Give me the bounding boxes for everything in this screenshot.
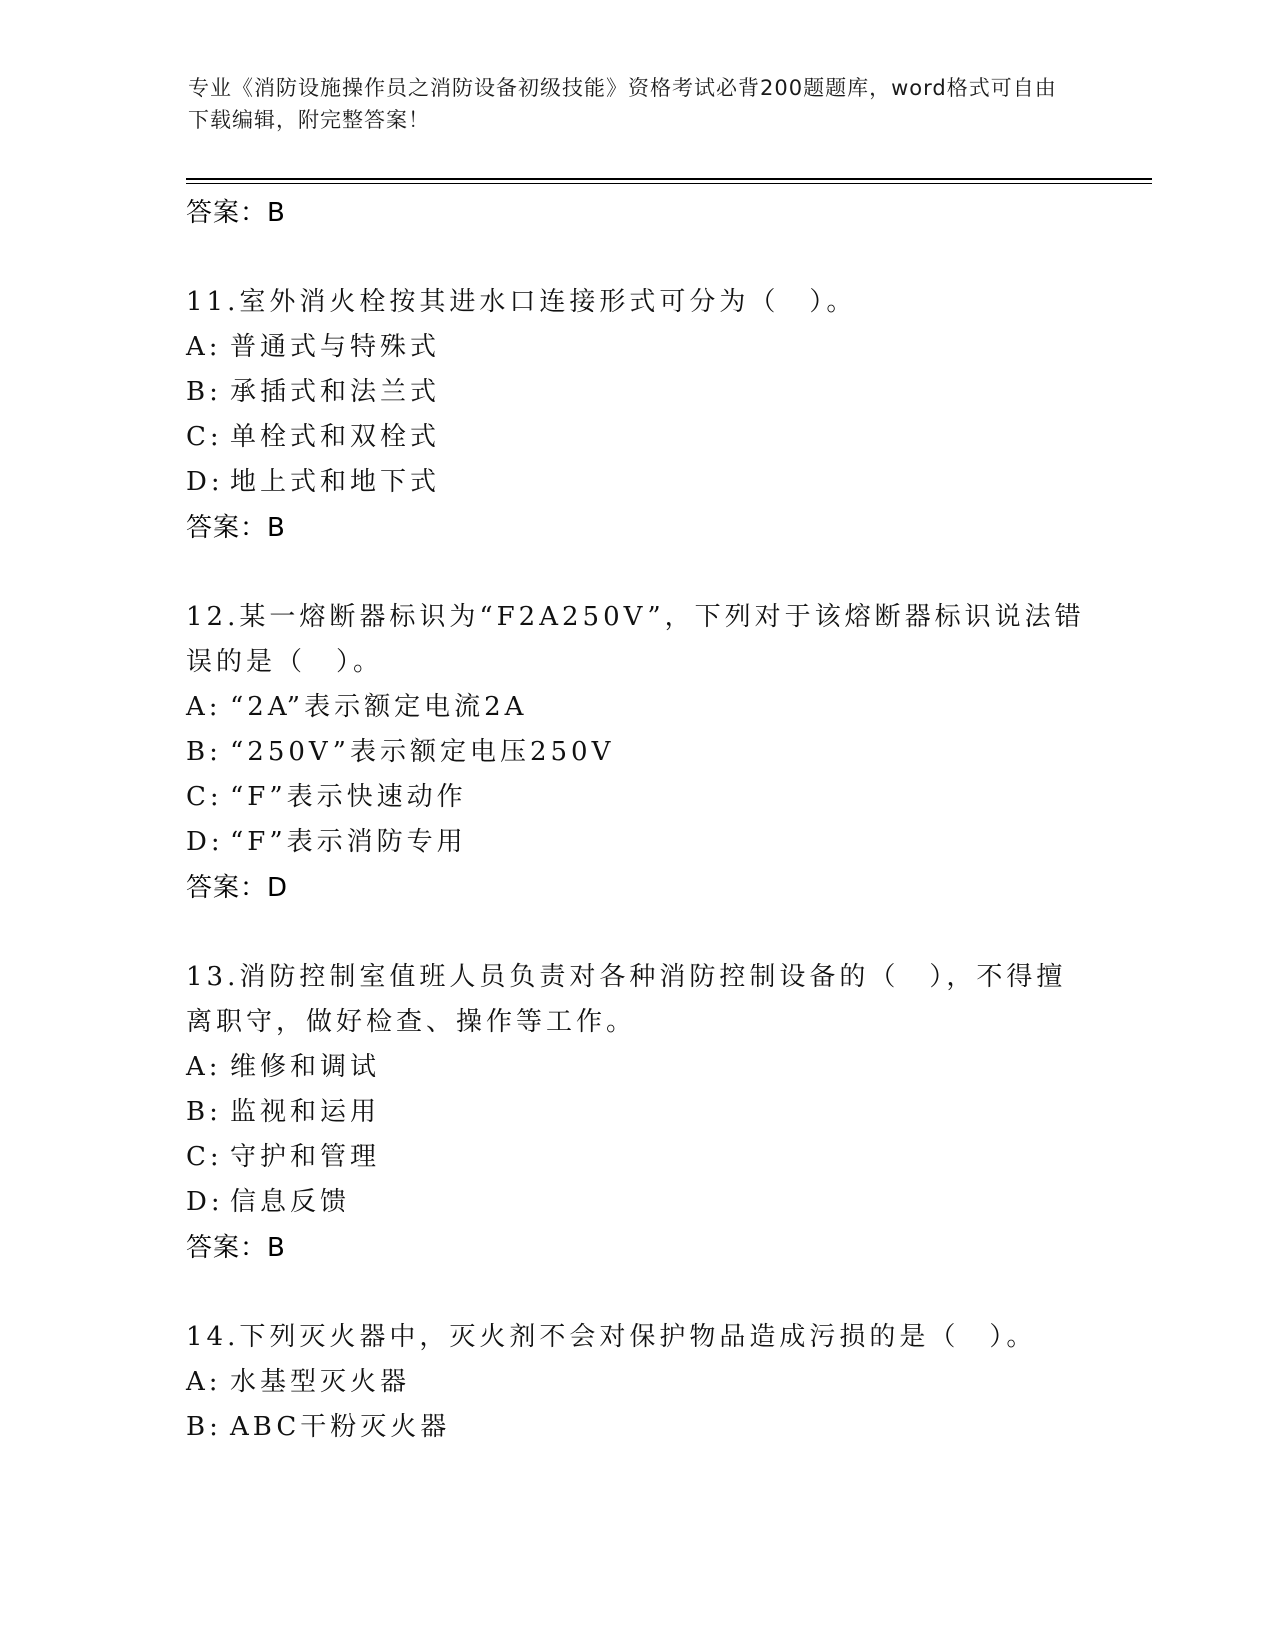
- header-divider-thick: [186, 178, 1152, 180]
- option-text: 信息反馈: [230, 1187, 351, 1217]
- header-divider-thin: [186, 183, 1152, 184]
- option-text: 守护和管理: [230, 1142, 381, 1172]
- question-12: [186, 595, 1086, 911]
- question-stem: 13.消防控制室值班人员负责对各种消防控制设备的（ ），不得擅离职守，做好检查、操作等工作。: [186, 962, 1067, 1037]
- option-text: 监视和运用: [230, 1097, 381, 1127]
- option-text: “2A”表示额定电流2A: [230, 692, 528, 722]
- option-text: 地上式和地下式: [230, 467, 441, 497]
- option-key: C:: [186, 1142, 223, 1172]
- question-11: [186, 280, 1086, 551]
- option-c: [186, 775, 1086, 820]
- option-text: 维修和调试: [230, 1052, 381, 1082]
- option-b: [186, 1405, 1086, 1450]
- header-text: 专业《消防设施操作员之消防设备初级技能》资格考试必背200题题库，word格式可自由下载编辑，附完整答案！: [188, 76, 1057, 132]
- question-14: [186, 1315, 1086, 1450]
- option-b: [186, 1090, 1086, 1135]
- option-text: “F”表示消防专用: [230, 827, 467, 857]
- previous-answer: 答案：B: [186, 198, 286, 228]
- option-text: 承插式和法兰式: [230, 377, 441, 407]
- option-key: A:: [186, 332, 222, 362]
- option-text: 单栓式和双栓式: [230, 422, 441, 452]
- question-stem: 11.室外消火栓按其进水口连接形式可分为（ ）。: [186, 287, 857, 317]
- question-stem: 12.某一熔断器标识为“F2A250V”，下列对于该熔断器标识说法错误的是（ ）。: [186, 602, 1085, 677]
- option-text: “F”表示快速动作: [230, 782, 467, 812]
- option-key: A:: [186, 1367, 222, 1397]
- option-key: B:: [186, 377, 222, 407]
- question-list: [186, 190, 1086, 1450]
- answer: 答案：B: [186, 513, 286, 543]
- answer: 答案：B: [186, 1233, 286, 1263]
- option-d: [186, 460, 1086, 505]
- option-key: D:: [186, 1187, 224, 1217]
- option-d: [186, 1180, 1086, 1225]
- option-c: [186, 415, 1086, 460]
- option-key: C:: [186, 782, 223, 812]
- option-c: [186, 1135, 1086, 1180]
- option-key: B:: [186, 1097, 222, 1127]
- option-key: A:: [186, 692, 222, 722]
- option-key: D:: [186, 467, 224, 497]
- option-a: [186, 685, 1086, 730]
- option-key: C:: [186, 422, 223, 452]
- option-a: [186, 1045, 1086, 1090]
- answer: 答案：D: [186, 873, 289, 903]
- option-key: D:: [186, 827, 224, 857]
- option-text: ABC干粉灭火器: [230, 1412, 451, 1442]
- option-text: 水基型灭火器: [230, 1367, 411, 1397]
- question-stem: 14.下列灭火器中，灭火剂不会对保护物品造成污损的是（ ）。: [186, 1322, 1037, 1352]
- option-a: [186, 1360, 1086, 1405]
- option-text: 普通式与特殊式: [230, 332, 441, 362]
- option-key: B:: [186, 737, 222, 767]
- option-b: [186, 730, 1086, 775]
- option-d: [186, 820, 1086, 865]
- option-key: A:: [186, 1052, 222, 1082]
- option-text: “250V”表示额定电压250V: [230, 737, 615, 767]
- document-header: [188, 72, 1068, 136]
- question-13: [186, 955, 1086, 1271]
- option-a: [186, 325, 1086, 370]
- option-b: [186, 370, 1086, 415]
- option-key: B:: [186, 1412, 222, 1442]
